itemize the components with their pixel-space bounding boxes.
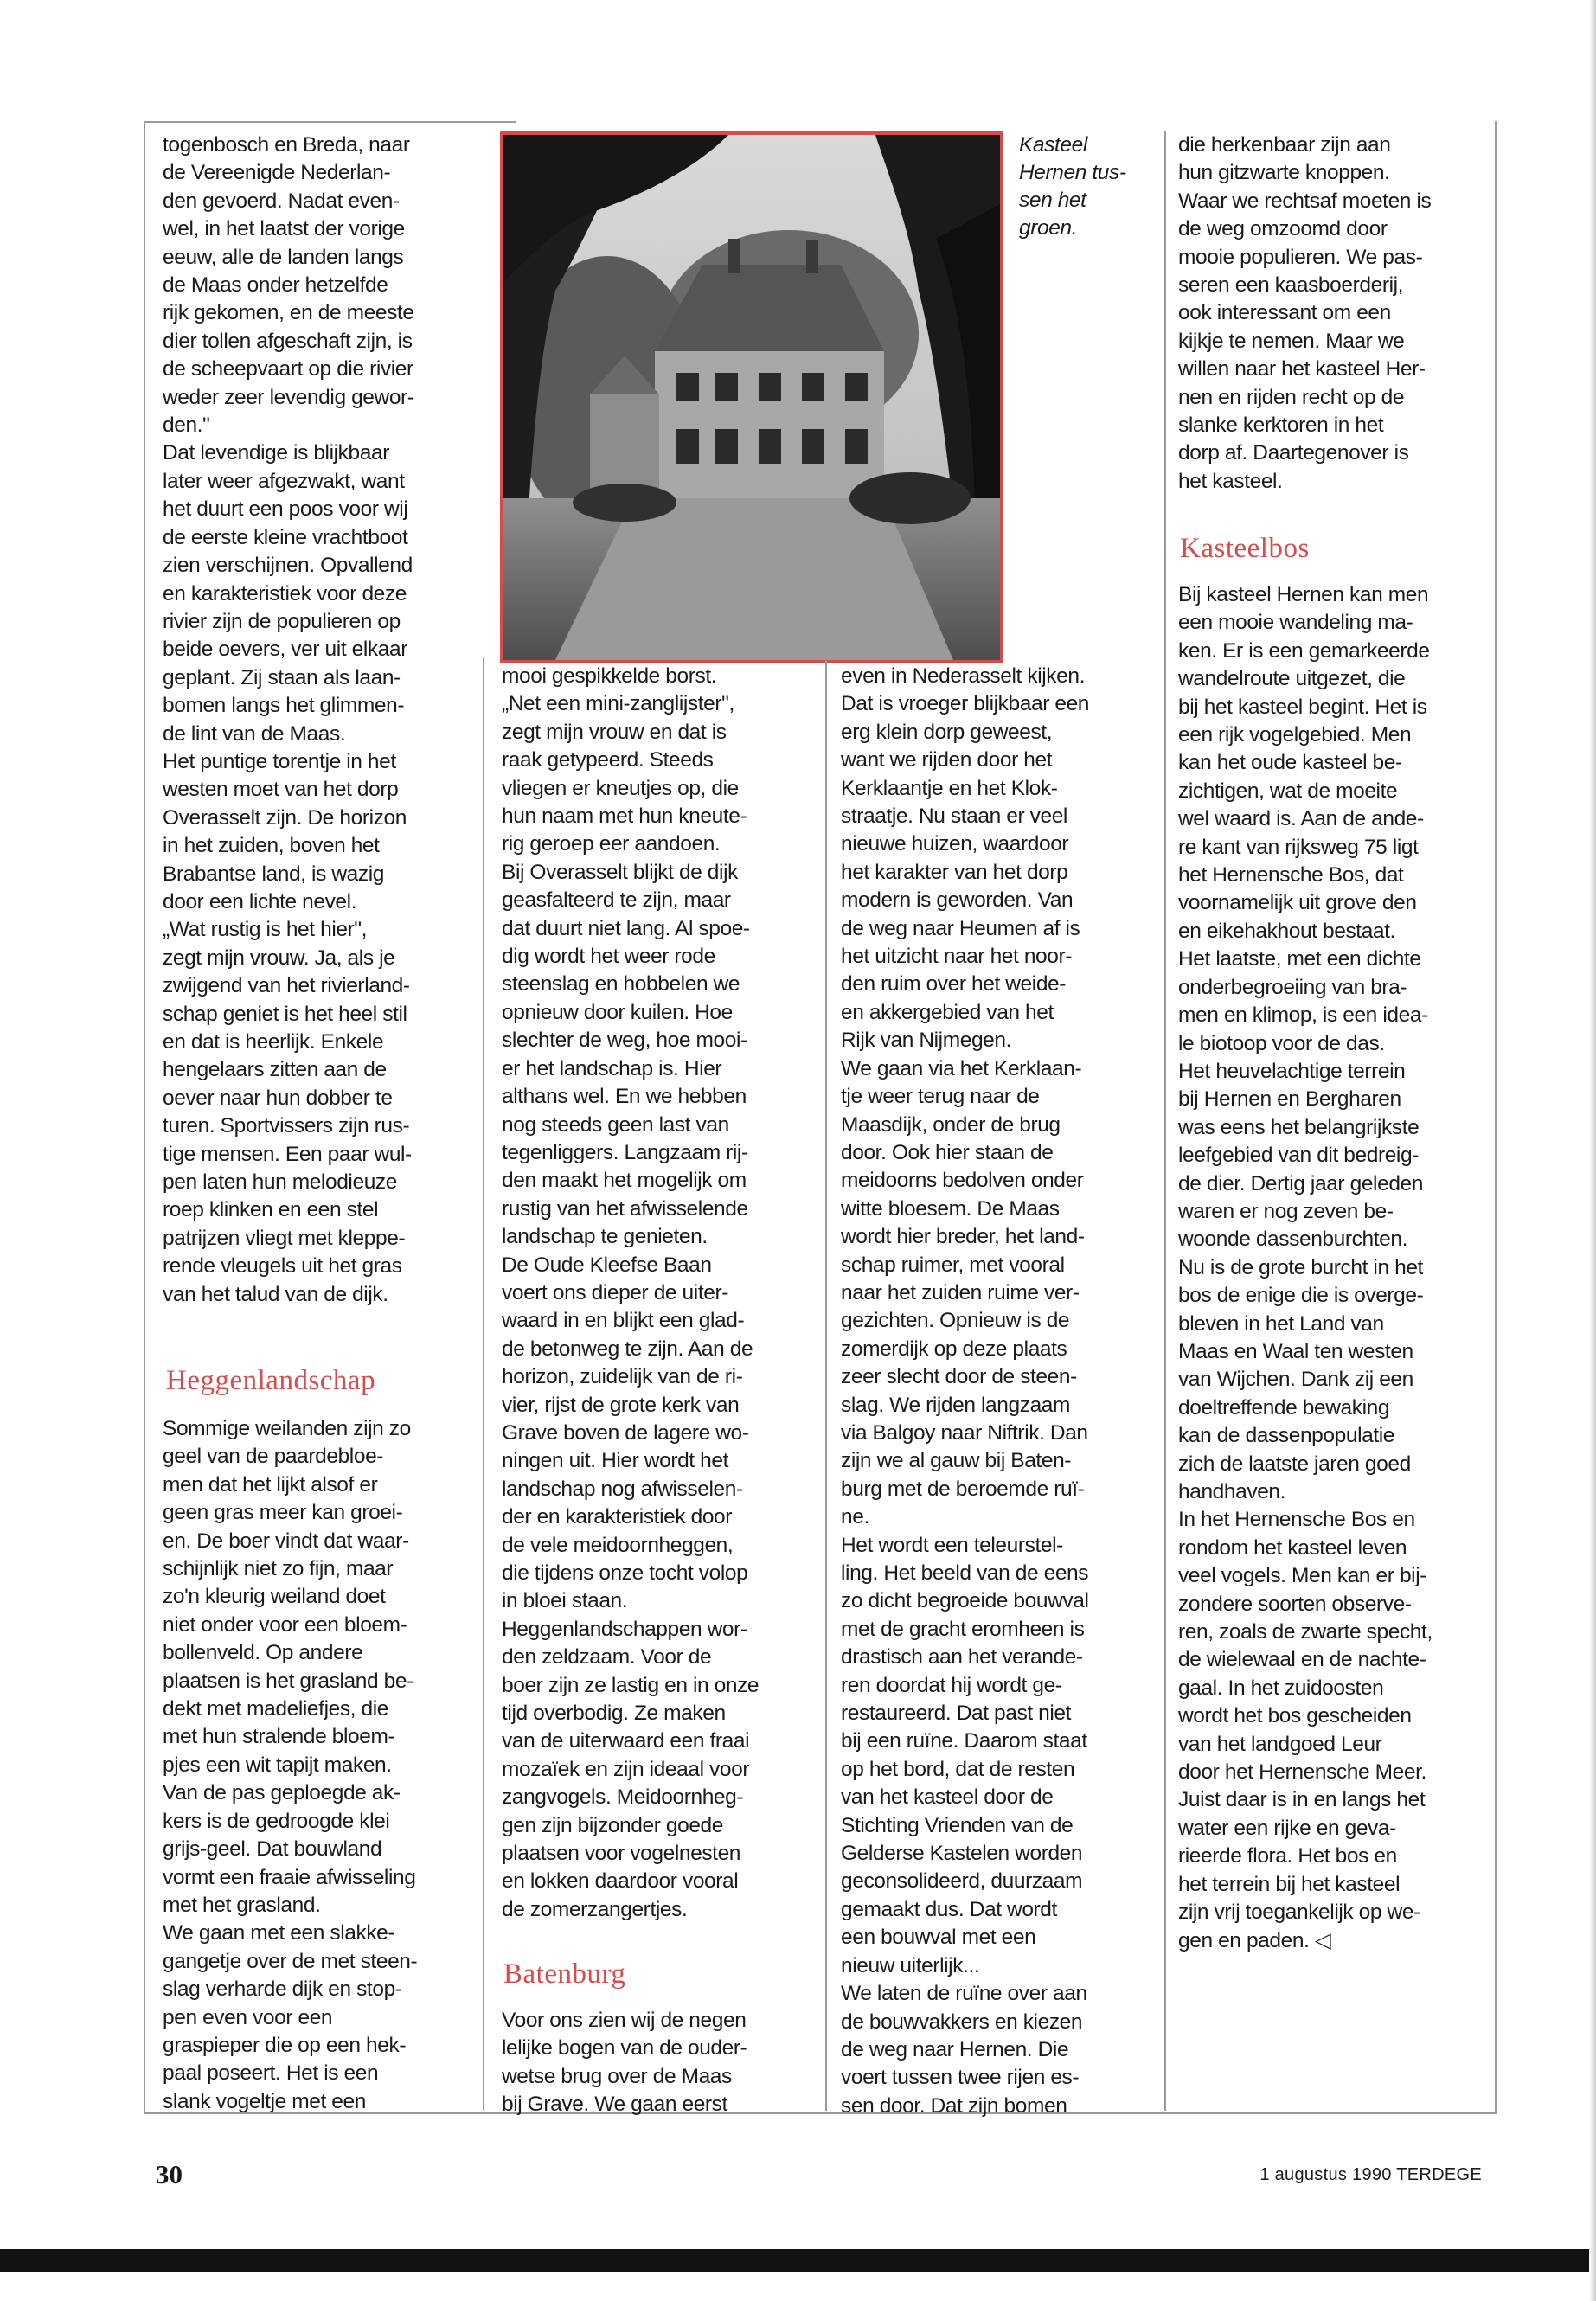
heading-heggenlandschap: Heggenlandschap	[166, 1365, 376, 1396]
column-4-text-a: die herkenbaar zijn aan hun gitzwarte knoppen. Waar we rechtsaf moeten is de weg omzoomd door mooie populieren. We pas- seren een kaasboerderij, ook interessant om een kijkje te nemen. Maar we willen naar het kasteel Her- nen en rijden recht op de slanke kerktoren in het dorp af. Daartegenover is het kasteel.	[1178, 133, 1432, 493]
photo-caption: Kasteel Hernen tus- sen het groen.	[1019, 133, 1126, 240]
kasteel-hernen-image	[503, 135, 1000, 660]
column-2-text-b: Voor ons zien wij de negen lelijke bogen van de ouder- wetse brug over de Maas bij Grave. We gaan eerst	[502, 2009, 747, 2117]
scan-bottom-bar	[0, 2249, 1596, 2272]
column-divider-1	[483, 657, 484, 2111]
issue-date: 1 augustus 1990 TERDEGE	[1259, 2165, 1482, 2184]
heading-kasteelbos: Kasteelbos	[1180, 533, 1310, 564]
page-number: 30	[156, 2159, 183, 2189]
scan-edge-shadow	[1589, 0, 1596, 2301]
column-divider-2	[825, 657, 827, 2111]
column-2-text-a: mooi gespikkelde borst. „Net een mini-zanglijster", zegt mijn vrouw en dat is raak getypeerd. Steeds vliegen er kneutjes op, die hun naam met hun kneute- rig geroep eer aandoen. Bij Overasselt blijkt de dijk geasfalteerd te zijn, maar dat duurt niet lang. Al spoe- dig wordt het weer rode steenslag en hobbelen we opnieuw door kuilen. Hoe slechter de weg, hoe mooi- er het landschap is. Hier althans wel. En we hebben nog steeds geen last van tegenliggers. Langzaam rij- den maakt het mogelijk om rustig van het afwisselende landschap te genieten. De Oude Kleefse Baan voert ons dieper de uiter- waard in en blijkt een glad- de betonweg te zijn. Aan de horizon, zuidelijk van de ri- vier, rijst de grote kerk van Grave boven de lagere wo- ningen uit. Hier wordt het landschap nog afwisselen- der en karakteristiek door de vele meidoornheggen, die tijdens onze tocht volop in bloei staan. Heggenlandschappen wor- den zeldzaam. Voor de boer zijn ze lastig en in onze tijd overbodig. Ze maken van de uiterwaard een fraai mozaïek en zijn ideaal voor zangvogels. Meidoornheg- gen zijn bijzonder goede plaatsen voor vogelnesten en lokken daardoor vooral de zomerzangertjes.	[502, 664, 760, 1921]
column-divider-3	[1164, 131, 1166, 2111]
castle-photo	[500, 131, 1003, 663]
column-1-text-a: togenbosch en Breda, naar de Vereenigde Nederlan- den gevoerd. Nadat even- wel, in het laatst der vorige eeuw, alle de landen langs de Maas onder hetzelfde rijk gekomen, en de meeste dier tollen afgeschaft zijn, is de scheepvaart op die rivier weder zeer levendig gewor- den." Dat levendige is blijkbaar later weer afgezwakt, want het duurt een poos voor wij de eerste kleine vrachtboot zien verschijnen. Opvallend en karakteristiek voor deze rivier zijn de populieren op beide oevers, ver uit elkaar geplant. Zij staan als laan- bomen langs het glimmen- de lint van de Maas. Het puntige torentje in het westen moet van het dorp Overasselt zijn. De horizon in het zuiden, boven het Brabantse land, is wazig door een lichte nevel. „Wat rustig is het hier", zegt mijn vrouw. Ja, als je zwijgend van het rivierland- schap geniet is het heel stil en dat is heerlijk. Enkele hengelaars zitten aan de oever naar hun dobber te turen. Sportvissers zijn rus- tige mensen. Een paar wul- pen laten hun melodieuze roep klinken en een stel patrijzen vliegt met kleppe- rende vleugels uit het gras van het talud van de dijk.	[163, 133, 414, 1306]
heading-batenburg: Batenburg	[503, 1958, 626, 1990]
column-1-text-b: Sommige weilanden zijn zo geel van de paardebloe- men dat het lijkt alsof er geen gras meer kan groei- en. De boer vindt dat waar- schijnlijk niet zo fijn, maar zo'n kleurig weiland doet niet onder voor een bloem- bollenveld. Op andere plaatsen is het grasland be- dekt met madeliefjes, die met hun stralende bloem- pjes een wit tapijt maken. Van de pas geploegde ak- kers is de gedroogde klei grijs-geel. Dat bouwland vormt een fraaie afwisseling met het grasland. We gaan met een slakke- gangetje over de met steen- slag verharde dijk en stop- pen even voor een graspieper die op een hek- paal poseert. Het is een slank vogeltje met een	[163, 1417, 418, 2113]
column-4-text-b: Bij kasteel Hernen kan men een mooie wandeling ma- ken. Er is een gemarkeerde wandelroute uitgezet, die bij het kasteel begint. Het is een rijk vogelgebied. Men kan het oude kasteel be- zichtigen, wat de moeite wel waard is. Aan de ande- re kant van rijksweg 75 ligt het Hernensche Bos, dat voornamelijk uit grove den en eikehakhout bestaat. Het laatste, met een dichte onderbegroeiing van bra- men en klimop, is een idea- le biotoop voor de das. Het heuvelachtige terrein bij Hernen en Bergharen was eens het belangrijkste leefgebied van dit bedreig- de dier. Dertig jaar geleden waren er nog zeven be- woonde dassenburchten. Nu is de grote burcht in het bos de enige die is overge- bleven in het Land van Maas en Waal ten westen van Wijchen. Dank zij een doeltreffende bewaking kan de dassenpopulatie zich de laatste jaren goed handhaven. In het Hernensche Bos en rondom het kasteel leven veel vogels. Men kan er bij- zondere soorten observe- ren, zoals de zwarte specht, de wielewaal en de nachte- gaal. In het zuidoosten wordt het bos gescheiden van het landgoed Leur door het Hernensche Meer. Juist daar is in en langs het water een rijke en geva- rieerde flora. Het bos en het terrein bij het kasteel zijn vrij toegankelijk op we- gen en paden. ◁	[1178, 583, 1433, 1952]
column-3-text-a: even in Nederasselt kijken. Dat is vroeger blijkbaar een erg klein dorp geweest, want we rijden door het Kerklaantje en het Klok- straatje. Nu staan er veel nieuwe huizen, waardoor het karakter van het dorp modern is geworden. Van de weg naar Heumen af is het uitzicht naar het noor- den ruim over het weide- en akkergebied van het Rijk van Nijmegen. We gaan via het Kerklaan- tje weer terug naar de Maasdijk, onder de brug door. Ook hier staan de meidoorns bedolven onder witte bloesem. De Maas wordt hier breder, het land- schap ruimer, met vooral naar het zuiden ruime ver- gezichten. Opnieuw is de zomerdijk op deze plaats zeer slecht door de steen- slag. We rijden langzaam via Balgoy naar Niftrik. Dan zijn we al gauw bij Baten- burg met de beroemde ruï- ne. Het wordt een teleurstel- ling. Het beeld van de eens zo dicht begroeide bouwval met de gracht eromheen is drastisch aan het verande- ren doordat hij wordt ge- restaureerd. Dat past niet bij een ruïne. Daarom staat op het bord, dat de resten van het kasteel door de Stichting Vrienden van de Gelderse Kastelen worden geconsolideerd, duurzaam gemaakt dus. Dat wordt een bouwval met een nieuw uiterlijk... We laten de ruïne over aan de bouwvakkers en kiezen de weg naar Hernen. Die voert tussen twee rijen es- sen door. Dat zijn bomen	[841, 664, 1090, 2118]
